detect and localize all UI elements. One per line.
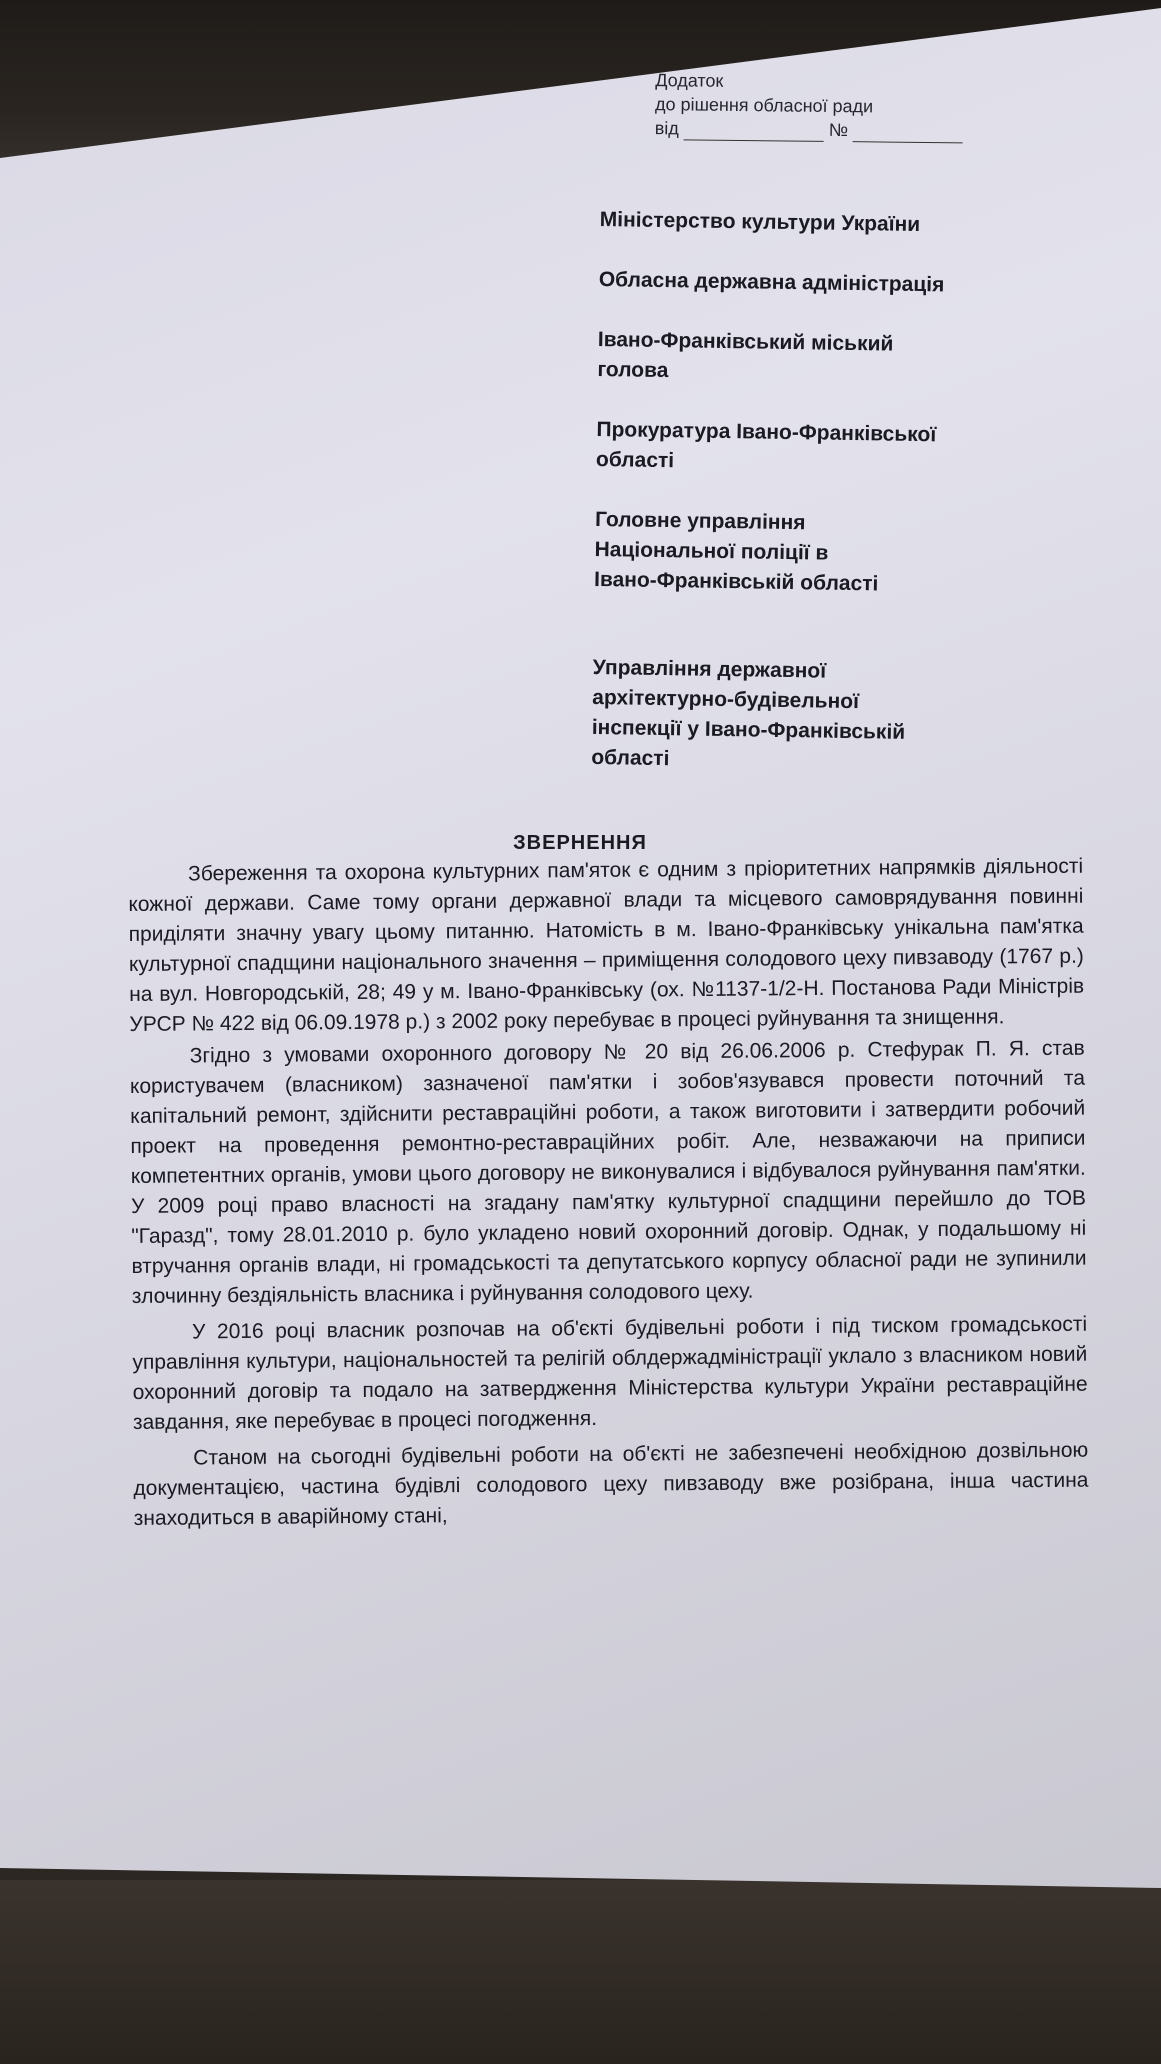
addressee bbox=[594, 505, 1115, 603]
number-prefix: № bbox=[828, 119, 849, 141]
addressee-line: Обласна державна адміністрація bbox=[598, 267, 945, 297]
paragraph: Згідно з умовами охоронного договору № 20 від 26.06.2006 р. Стефурак П. Я. став користувачем (власником) зазначеної пам'ятки і зобов'язувався провести поточний та капітальний ремонт, здійснити реставраційні роботи, а також виготовити і затвердити робочий проект на проведення ремонтно-реставраційних робіт. Але, незважаючи на приписи компетентних органів, умови цього договору не виконувалися і відбувалося руйнування пам'ятки. У 2009 році право власності на згадану пам'ятку культурної спадщини перейшло до ТОВ "Гаразд", тому 28.01.2010 р. було укладено новий охоронний договір. Однак, у подальшому ні втручання органів влади, ні громадськості та депутатського корпусу обласної ради не зупинили злочинну бездіяльність власника і руйнування солодового цеху. bbox=[129, 1036, 1087, 1308]
addressee-line: Управління державної bbox=[592, 655, 827, 683]
paragraph: Збереження та охорона культурних пам'яток є одним з пріоритетних напрямків діяльності кожної держави. Саме тому органи державної влади та місцевого самоврядування повинні приділяти значну увагу цьому питанню. Натомість в м. Івано-Франківську унікальна пам'ятка культурної спадщини національного значення – приміщення солодового цеху пивзаводу (1767 р.) на вул. Новгородській, 28; 49 у м. Івано-Франківську (ох. №1137-1/2-Н. Постанова Ради Міністрів УРСР № 422 від 06.09.1978 р.) з 2002 року перебуває в процесі руйнування та знищення. bbox=[128, 854, 1085, 1036]
addressee bbox=[597, 325, 1118, 393]
addressee-line: Прокуратура Івано-Франківської bbox=[596, 417, 937, 447]
addressee-line: Національної поліції в bbox=[594, 537, 829, 565]
document-title: ЗВЕРНЕННЯ bbox=[513, 832, 647, 854]
document-body bbox=[128, 852, 1089, 1536]
addressee bbox=[600, 205, 1120, 243]
addressee-line: Івано-Франківський міський bbox=[597, 327, 894, 356]
addressee-list bbox=[591, 205, 1120, 811]
paragraph: Станом на сьогодні будівельні роботи на об'єкті не забезпечені необхідною дозвільною документацією, частина будівлі солодового цеху пивзаводу вже розібрана, інша частина знаходиться в аварійному стані, bbox=[133, 1438, 1089, 1530]
addressee-line: Міністерство культури України bbox=[599, 207, 921, 237]
addressee-line: області bbox=[591, 745, 670, 771]
addressee-line: Івано-Франківській області bbox=[593, 567, 879, 596]
addressee bbox=[591, 653, 1113, 781]
addressee-line: Головне управління bbox=[594, 507, 806, 535]
date-prefix: від bbox=[654, 118, 679, 139]
addressee bbox=[599, 265, 1119, 303]
appendix-header bbox=[655, 68, 1016, 144]
paragraph: У 2016 році власник розпочав на об'єкті будівельні роботи і під тиском громадськості управління культури, національностей та релігій облдержадміністрації уклало з власником новий охоронний договір та подало на затвердження Міністерства культури України реставраційне завдання, яке перебуває в процесі погодження. bbox=[132, 1312, 1088, 1434]
appendix-decision-line: до рішення обласної ради bbox=[654, 94, 874, 117]
number-blank bbox=[853, 124, 963, 143]
addressee-line: області bbox=[595, 447, 675, 473]
addressee bbox=[596, 415, 1117, 483]
appendix-label: Додаток bbox=[655, 70, 724, 91]
addressee-line: голова bbox=[597, 357, 669, 383]
appendix-date-line bbox=[655, 116, 1015, 144]
addressee-line: архітектурно-будівельної bbox=[592, 685, 860, 714]
date-blank bbox=[684, 122, 824, 141]
addressee-line: інспекції у Івано-Франківській bbox=[591, 715, 906, 744]
